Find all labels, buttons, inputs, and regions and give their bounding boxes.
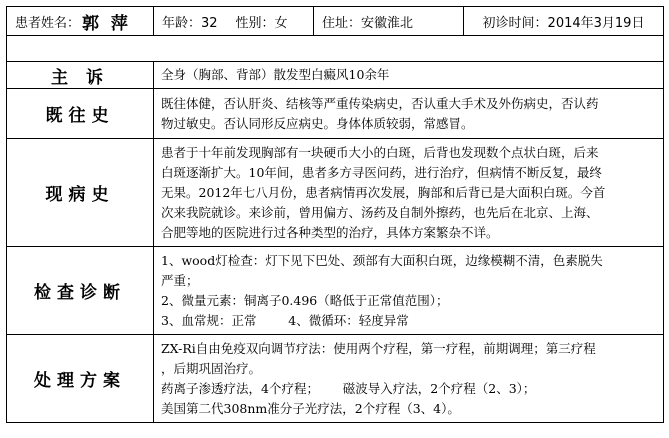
- present-illness-line: 无果。2012年七八月份，患者病情再次发展，胸部和后背已是大面积白斑。今首: [161, 184, 606, 200]
- treatment-text: [154, 335, 664, 423]
- patient-name-label: 患者姓名：: [15, 15, 81, 31]
- past-history-label: 既往史: [7, 89, 154, 139]
- medical-record-table: [6, 6, 664, 423]
- chief-complaint-text: [154, 62, 664, 89]
- examination-row: [7, 247, 664, 335]
- past-history-line: 既往体健，否认肝炎、结核等严重传染病史，否认重大手术及外伤病史，否认药: [161, 95, 599, 111]
- past-history-row: [7, 89, 664, 139]
- past-history-text: [154, 89, 664, 139]
- present-illness-text: [154, 139, 664, 247]
- present-illness-line: 白斑逐渐扩大。10年间，患者多方寻医问药，进行治疗，但病情不断反复，最终: [161, 164, 602, 180]
- examination-line: 严重；: [161, 272, 199, 288]
- examination-line: 2、微量元素：铜离子0.496（略低于正常值范围）；: [161, 292, 449, 308]
- present-illness-line: 合肥等地的医院进行过各种类型的治疗，具体方案繁杂不详。: [161, 224, 499, 240]
- first-visit-date: 初诊时间：2014年3月19日: [482, 15, 645, 31]
- patient-name-cell: [7, 7, 154, 36]
- treatment-line: 美国第二代308nm准分子光疗法，2个疗程（3、4）。: [161, 400, 460, 416]
- present-illness-line: 次来我院就诊。来诊前，曾用偏方、汤药及自制外擦药，也先后在北京、上海、: [161, 204, 599, 220]
- past-history-line: 物过敏史。否认同形反应病史。身体体质较弱，常感冒。: [161, 115, 474, 131]
- chief-complaint-line: 全身（胸部、背部）散发型白癜风10余年: [161, 67, 390, 82]
- treatment-row: [7, 335, 664, 423]
- patient-header-row: [7, 7, 664, 36]
- address-cell: [314, 7, 464, 36]
- blank-row: [7, 36, 664, 62]
- examination-label: 检查诊断: [7, 247, 154, 335]
- treatment-line: ZX-Ri自由免疫双向调节疗法：使用两个疗程，第一疗程，前期调理；第三疗程: [161, 340, 596, 356]
- present-illness-row: [7, 139, 664, 247]
- age-gender-cell: [154, 7, 314, 36]
- patient-gender: 性别：女: [235, 15, 288, 31]
- blank-cell: [7, 36, 664, 62]
- examination-line: 3、血常规：正常 4、微循环：轻度异常: [161, 312, 409, 328]
- chief-complaint-row: [7, 62, 664, 89]
- examination-line: 1、wood灯检查：灯下见下巴处、颈部有大面积白斑，边缘模糊不清，色素脱失: [161, 252, 603, 268]
- patient-address: 住址：安徽淮北: [322, 15, 414, 31]
- patient-age: 年龄：32: [162, 15, 218, 31]
- examination-text: [154, 247, 664, 335]
- present-illness-label: 现病史: [7, 139, 154, 247]
- present-illness-line: 患者于十年前发现胸部有一块硬币大小的白斑，后背也发现数个点状白斑，后来: [161, 144, 599, 160]
- chief-complaint-label: 主 诉: [7, 62, 154, 89]
- first-visit-cell: [464, 7, 664, 36]
- treatment-line: ，后期巩固治疗。: [161, 360, 262, 376]
- treatment-line: 药离子渗透疗法，4个疗程； 磁波导入疗法，2个疗程（2、3）；: [161, 380, 536, 396]
- patient-name-value: 郭 萍: [82, 13, 131, 34]
- treatment-label: 处理方案: [7, 335, 154, 423]
